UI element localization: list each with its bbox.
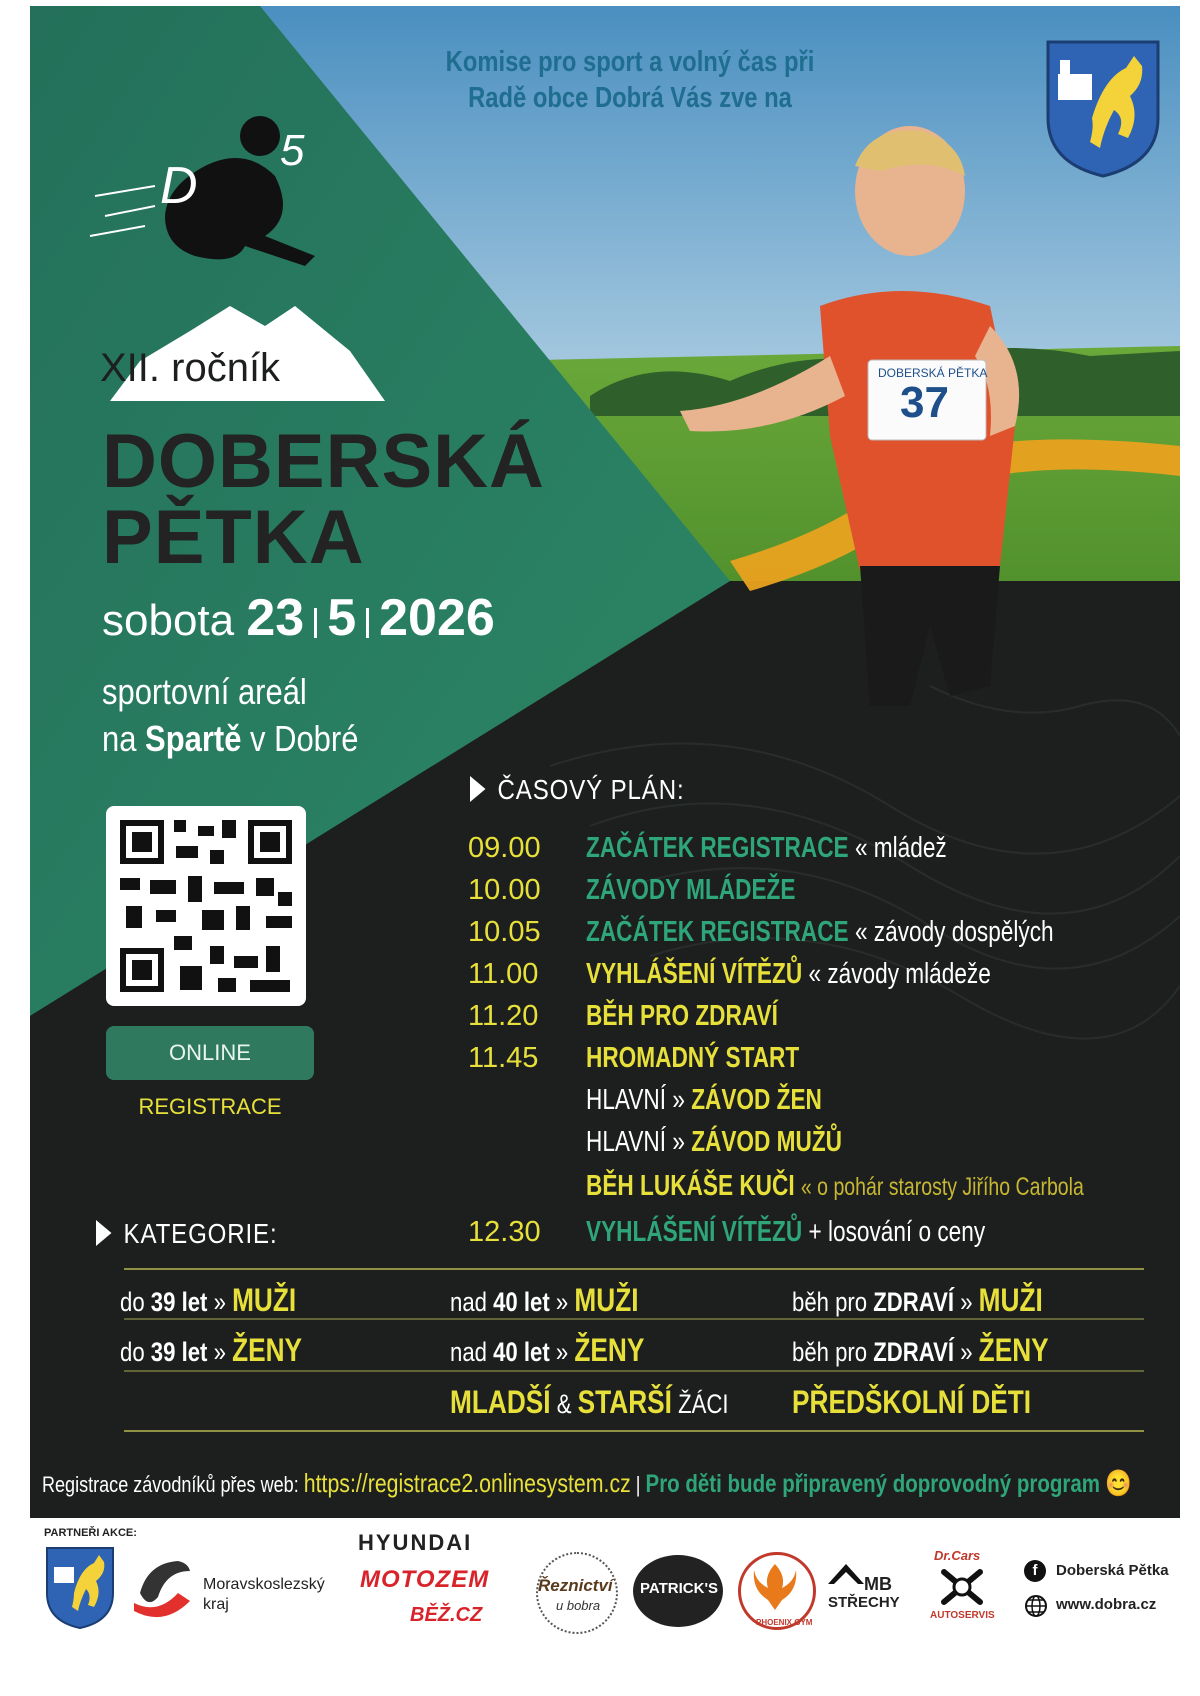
- logo-d-letter: D: [160, 157, 198, 215]
- divider: [124, 1370, 1144, 1372]
- patricks-name: PATRICK'S: [640, 1580, 719, 1597]
- bib-number: 37: [900, 378, 949, 427]
- drcars-name: Dr.Cars: [934, 1548, 981, 1563]
- schedule-time: 09.00: [468, 832, 541, 864]
- msk-region-logo-icon: [128, 1553, 198, 1619]
- facebook-icon[interactable]: f: [1024, 1560, 1046, 1582]
- schedule-time: 10.05: [468, 916, 541, 948]
- category-item: nad 40 let » MUŽI: [450, 1282, 639, 1318]
- online-registration-button[interactable]: ONLINE REGISTRACE: [106, 1026, 314, 1080]
- poster: [30, 6, 1180, 1518]
- crossed-wrenches-icon: [938, 1566, 986, 1608]
- schedule-time: 11.00: [468, 958, 539, 990]
- municipality-coat-of-arms-icon: [44, 1545, 116, 1631]
- race-date: sobota 23 5 2026: [102, 589, 495, 647]
- smiley-icon: 😊: [1105, 1468, 1132, 1498]
- mb-logo-text: MB: [864, 1574, 892, 1594]
- schedule-time: 11.20: [468, 1000, 539, 1032]
- reznictvi-sub: u bobra: [556, 1598, 601, 1613]
- schedule-event: HLAVNÍ » ZÁVOD MUŽŮ: [586, 1126, 842, 1158]
- venue-line1: sportovní areál: [102, 671, 307, 712]
- website-link[interactable]: www.dobra.cz: [1056, 1596, 1157, 1613]
- schedule-event: BĚH PRO ZDRAVÍ: [586, 1000, 778, 1032]
- motozem-logo: MOTOZEM: [360, 1566, 490, 1593]
- reznictvi-name: Řeznictví: [538, 1576, 613, 1595]
- schedule-event: VYHLÁŠENÍ VÍTĚZŮ + losování o ceny: [586, 1216, 986, 1248]
- category-item: běh pro ZDRAVÍ » ŽENY: [792, 1332, 1049, 1368]
- venue-line2: na Spartě v Dobré: [102, 718, 359, 759]
- bib-label: DOBERSKÁ PĚTKA: [878, 366, 988, 380]
- category-item: do 39 let » ŽENY: [120, 1332, 303, 1368]
- category-item: běh pro ZDRAVÍ » MUŽI: [792, 1282, 1043, 1318]
- schedule-time: 12.30: [468, 1216, 541, 1248]
- phoenix-icon: [752, 1560, 798, 1612]
- schedule-event: HLAVNÍ » ZÁVOD ŽEN: [586, 1084, 822, 1116]
- category-item: do 39 let » MUŽI: [120, 1282, 297, 1318]
- footer-registration: Registrace závodníků přes web: https://registrace2.onlinesystem.cz | Pro děti bude připravený doprovodný program 😊: [42, 1468, 1132, 1498]
- logo-five: 5: [280, 126, 305, 175]
- schedule-event: HROMADNÝ START: [586, 1042, 800, 1074]
- edition-label: XII. ročník: [100, 346, 281, 390]
- schedule-time: 10.00: [468, 874, 541, 906]
- facebook-page-name[interactable]: Doberská Pětka: [1056, 1562, 1169, 1579]
- schedule-time: 11.45: [468, 1042, 539, 1074]
- divider: [124, 1268, 1144, 1270]
- region-name-line1: Moravskoslezský: [203, 1576, 325, 1593]
- qr-code-icon: [106, 806, 306, 1006]
- hyundai-logo: HYUNDAI: [358, 1530, 473, 1555]
- invitation-text: Komise pro sport a volný čas při Radě obce Dobrá Vás zve na: [445, 46, 815, 114]
- drcars-sub: AUTOSERVIS: [930, 1610, 995, 1621]
- schedule-event: VYHLÁŠENÍ VÍTĚZŮ « závody mládeže: [586, 958, 991, 990]
- category-item: MLADŠÍ & STARŠÍ ŽÁCI: [450, 1384, 729, 1420]
- categories-heading: KATEGORIE:: [96, 1218, 278, 1250]
- play-arrow-icon: [470, 776, 485, 802]
- mb-strechy-text: STŘECHY: [828, 1594, 900, 1611]
- qr-code[interactable]: [106, 806, 306, 1006]
- schedule-event: ZÁVODY MLÁDEŽE: [586, 874, 796, 906]
- schedule-event: ZAČÁTEK REGISTRACE « mládež: [586, 832, 947, 864]
- category-item: PŘEDŠKOLNÍ DĚTI: [792, 1384, 1032, 1420]
- globe-icon: [1024, 1594, 1048, 1618]
- schedule-event: BĚH LUKÁŠE KUČI « o pohár starosty Jiřího Carbola: [586, 1170, 1084, 1202]
- roof-icon: [826, 1560, 866, 1588]
- divider: [124, 1430, 1144, 1432]
- play-arrow-icon: [96, 1220, 111, 1246]
- race-title-line2: PĚTKA: [102, 495, 365, 580]
- bez-cz-logo: BĚŽ.CZ: [410, 1604, 483, 1626]
- region-name-line2: kraj: [203, 1596, 229, 1613]
- partners-label: PARTNEŘI AKCE:: [44, 1527, 137, 1539]
- schedule-heading: ČASOVÝ PLÁN:: [470, 774, 684, 806]
- phoenix-name: PHOENIX GYM: [756, 1618, 813, 1627]
- category-item: nad 40 let » ŽENY: [450, 1332, 645, 1368]
- schedule-event: ZAČÁTEK REGISTRACE « závody dospělých: [586, 916, 1054, 948]
- divider: [124, 1318, 1144, 1320]
- coat-of-arms-icon: [1044, 38, 1162, 180]
- race-title-line1: DOBERSKÁ: [102, 419, 545, 504]
- registration-link[interactable]: https://registrace2.onlinesystem.cz: [303, 1468, 631, 1498]
